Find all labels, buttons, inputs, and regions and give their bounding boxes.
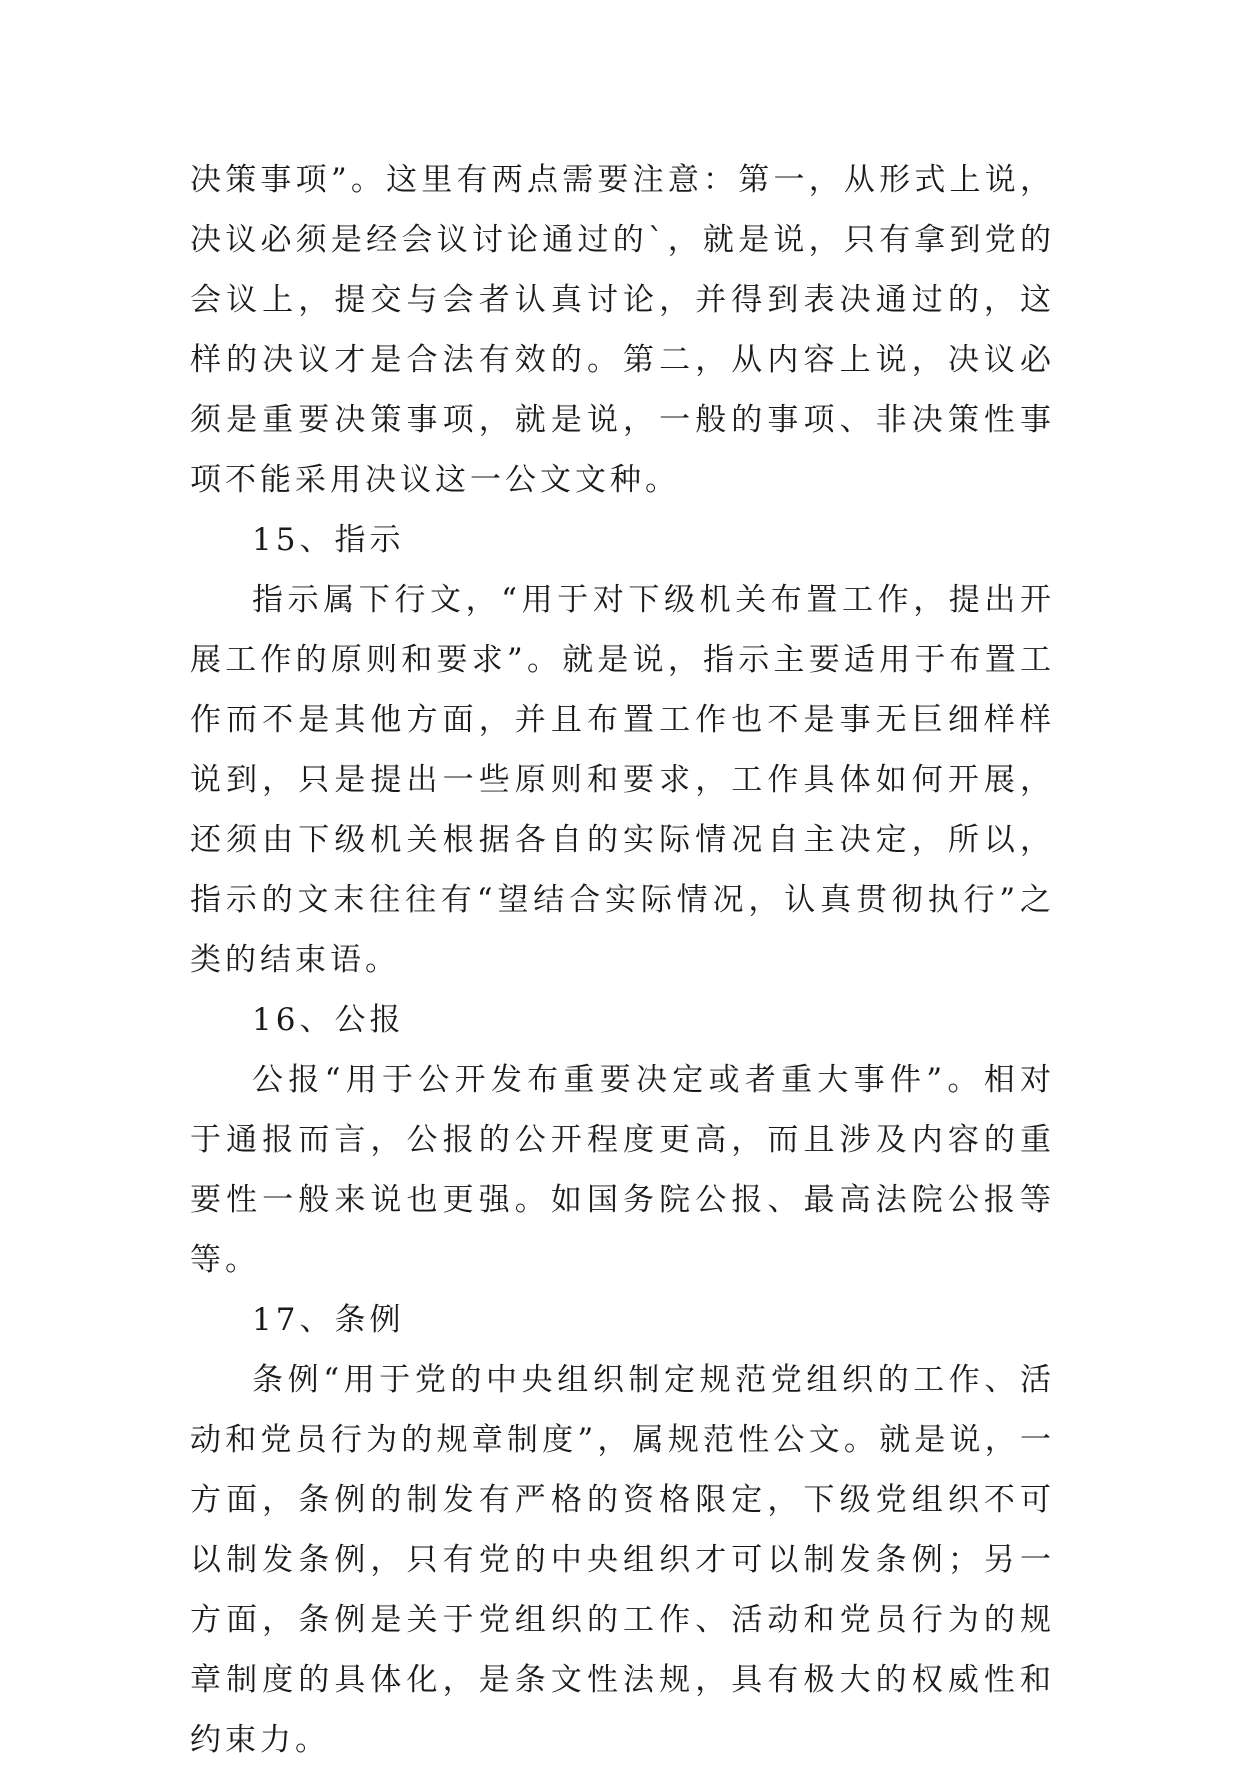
section-heading-communique: 16、公报 xyxy=(252,1002,405,1038)
paragraph-communique: 公报“用于公开发布重要决定或者重大事件”。相对于通报而言，公报的公开程度更高，而且涉及内容的重要性一般来说也更强。如国务院公报、最高法院公报等等。 xyxy=(190,1062,1055,1278)
paragraph-decision-notes: 决策事项”。这里有两点需要注意：第一，从形式上说，决议必须是经会议讨论通过的`，就是说，只有拿到党的会议上，提交与会者认真讨论，并得到表决通过的，这样的决议才是合法有效的。第二，从内容上说，决议必须是重要决策事项，就是说，一般的事项、非决策性事项不能采用决议这一公文文种。 xyxy=(190,162,1055,498)
document-body xyxy=(190,150,1055,1770)
paragraph-regulation: 条例“用于党的中央组织制定规范党组织的工作、活动和党员行为的规章制度”，属规范性公文。就是说，一方面，条例的制发有严格的资格限定，下级党组织不可以制发条例，只有党的中央组织才可以制发条例；另一方面，条例是关于党组织的工作、活动和党员行为的规章制度的具体化，是条文性法规，具有极大的权威性和约束力。 xyxy=(190,1362,1055,1758)
section-heading-regulation: 17、条例 xyxy=(252,1302,405,1338)
section-heading-instruction: 15、指示 xyxy=(252,522,405,558)
paragraph-instruction: 指示属下行文，“用于对下级机关布置工作，提出开展工作的原则和要求”。就是说，指示主要适用于布置工作而不是其他方面，并且布置工作也不是事无巨细样样说到，只是提出一些原则和要求，工作具体如何开展，还须由下级机关根据各自的实际情况自主决定，所以，指示的文末往往有“望结合实际情况，认真贯彻执行”之类的结束语。 xyxy=(190,582,1055,978)
